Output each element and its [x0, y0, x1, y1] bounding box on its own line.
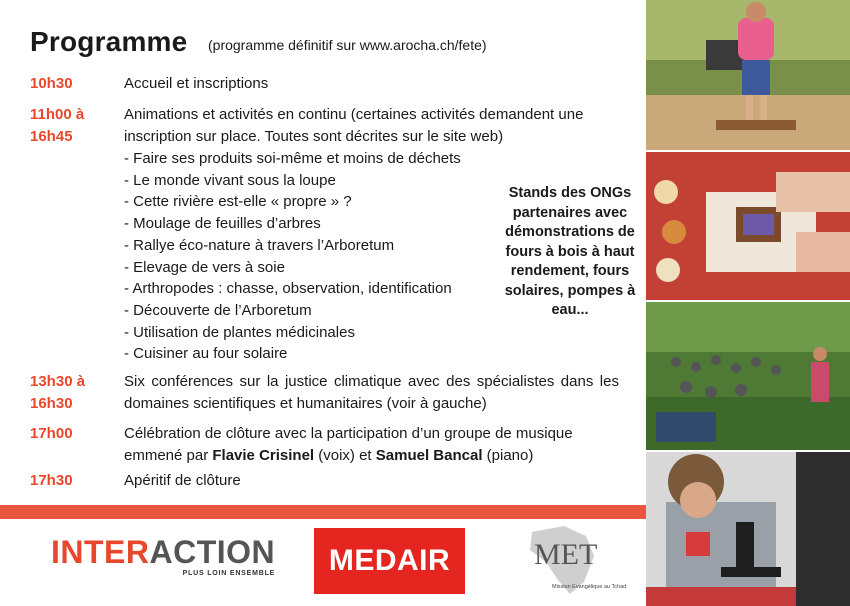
page-title: Programme	[30, 26, 188, 57]
photo-conference-outdoor	[646, 302, 850, 450]
svg-text:MET: MET	[534, 538, 598, 571]
list-item: - Utilisation de plantes médicinales	[124, 323, 355, 341]
list-item: - Faire ses produits soi-même et moins de déchets	[124, 150, 461, 167]
photo-paper-making	[646, 152, 850, 300]
list-item: - Cette rivière est-elle « propre » ?	[124, 193, 352, 211]
medair-logo: MEDAIR	[314, 528, 465, 594]
met-logo: MET Mission Evangélique au Tchad	[524, 522, 614, 597]
schedule-desc: Six conférences sur la justice climatique avec des spécialistes dans les domaines scientifiques et humanitaires (voir à gauche)	[124, 373, 619, 412]
schedule-desc: Apéritif de clôture	[124, 472, 241, 489]
activity-list	[124, 148, 461, 365]
list-item: - Moulage de feuilles d’arbres	[124, 215, 321, 233]
photo-column	[646, 0, 850, 606]
schedule-time: 17h00	[30, 425, 73, 442]
performer-name: Flavie Crisinel	[212, 447, 315, 464]
interaction-logo: INTERACTION PLUS LOIN ENSEMBLE	[51, 534, 276, 577]
list-item: - Arthropodes : chasse, observation, identification	[124, 280, 452, 298]
list-item: - Le monde vivant sous la loupe	[124, 171, 336, 189]
page-subtitle: (programme définitif sur www.arocha.ch/fete)	[208, 37, 487, 53]
photo-child-balance	[646, 0, 850, 150]
list-item: - Cuisiner au four solaire	[124, 345, 288, 363]
schedule-time: 13h30 à 16h30	[30, 373, 86, 412]
performer-name: Samuel Bancal	[375, 447, 483, 464]
list-item: - Rallye éco-nature à travers l’Arboretum	[124, 236, 395, 254]
schedule-time: 11h00 à 16h45	[30, 106, 85, 145]
list-item: - Découverte de l’Arboretum	[124, 301, 312, 319]
accent-bar	[0, 505, 646, 519]
schedule-desc: Accueil et inscriptions	[124, 75, 269, 92]
schedule-desc: Animations et activités en continu (certaines activités demandent une inscription sur place. Toutes sont décrites sur le site web)	[124, 106, 584, 145]
schedule-time: 17h30	[30, 472, 73, 489]
schedule-desc: Célébration de clôture avec la participation d’un groupe de musique emmené par Flavie Crisinel (voix) et Samuel Bancal (piano)	[124, 425, 573, 464]
list-item: - Elevage de vers à soie	[124, 258, 285, 276]
schedule-time: 10h30	[30, 75, 73, 92]
stands-note: Stands des ONGs partenaires avec démonstrations de fours à bois à haut rendement, fours solaires, pompes à eau...	[504, 185, 636, 318]
photo-microscope	[646, 452, 850, 606]
